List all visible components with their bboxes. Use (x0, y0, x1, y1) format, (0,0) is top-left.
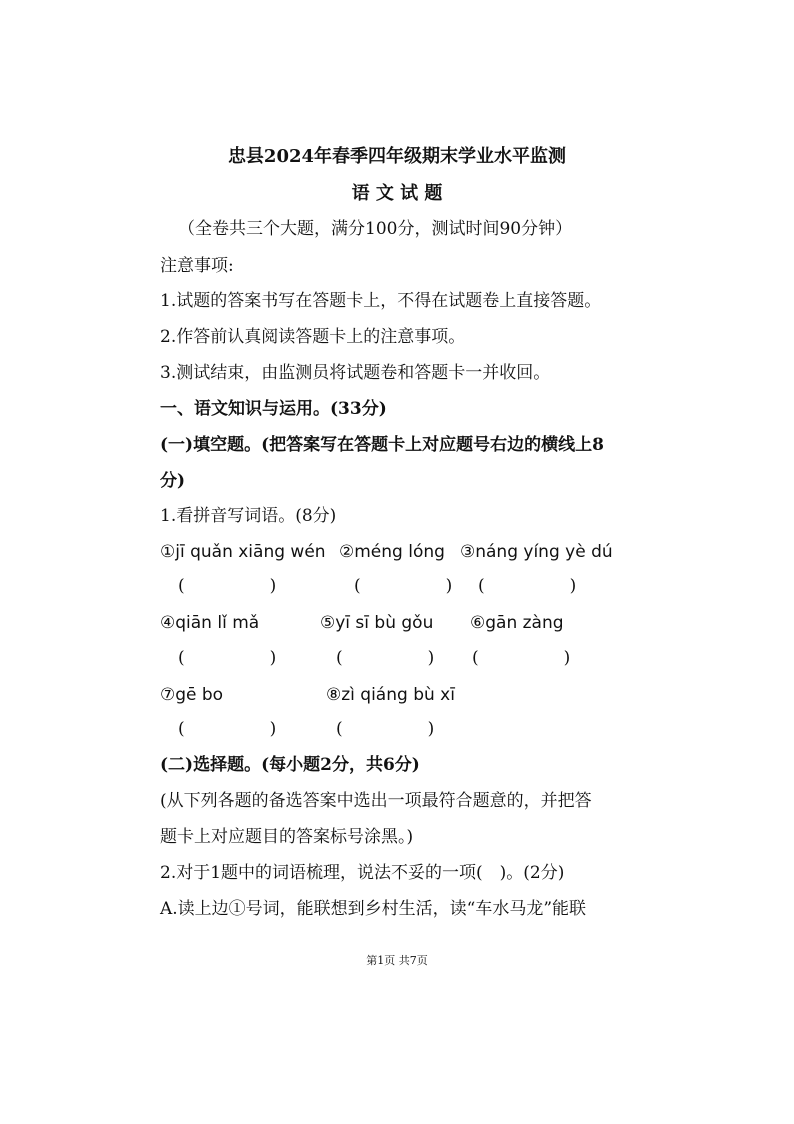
answer-blank-4: ( ) (178, 648, 277, 668)
exam-title: 忠县2024年春季四年级期末学业水平监测 (227, 146, 567, 167)
part2-instruction-line2: 题卡上对应题目的答案标号涂黑。) (160, 827, 414, 847)
notes-heading: 注意事项: (160, 256, 234, 276)
pinyin-item-3: ③náng yíng yè dú (460, 542, 613, 562)
part2-heading: (二)选择题。(每小题2分，共6分) (160, 755, 420, 775)
q1-prompt: 1.看拼音写词语。(8分) (160, 506, 337, 526)
answer-blank-3: ( ) (478, 576, 577, 596)
q2-option-a: A.读上边①号词，能联想到乡村生活，读“车水马龙”能联 (160, 899, 587, 919)
note-item-2: 2.作答前认真阅读答题卡上的注意事项。 (160, 327, 466, 347)
answer-blank-8: ( ) (336, 719, 435, 739)
part1-heading-line1: (一)填空题。(把答案写在答题卡上对应题号右边的横线上8 (160, 435, 604, 455)
note-item-1: 1.试题的答案书写在答题卡上，不得在试题卷上直接答题。 (160, 291, 602, 311)
exam-meta: （全卷共三个大题，满分100分，测试时间90分钟） (178, 219, 573, 239)
answer-blank-5: ( ) (336, 648, 435, 668)
pinyin-item-5: ⑤yī sī bù gǒu (320, 613, 434, 633)
page-number: 第1页 共7页 (366, 954, 428, 967)
note-item-3: 3.测试结束，由监测员将试题卷和答题卡一并收回。 (160, 363, 551, 383)
section1-heading: 一、语文知识与运用。(33分) (160, 399, 387, 419)
pinyin-item-1: ①jī quǎn xiāng wén (160, 542, 326, 562)
pinyin-item-4: ④qiān lǐ mǎ (160, 613, 260, 633)
pinyin-item-2: ②méng lóng (339, 542, 445, 562)
answer-blank-7: ( ) (178, 719, 277, 739)
pinyin-item-8: ⑧zì qiáng bù xī (326, 685, 455, 705)
pinyin-item-7: ⑦gē bo (160, 685, 224, 705)
part1-heading-line2: 分) (160, 471, 186, 491)
exam-subject: 语 文 试 题 (351, 183, 443, 204)
q2-prompt: 2.对于1题中的词语梳理，说法不妥的一项( )。(2分) (160, 863, 565, 883)
part2-instruction-line1: (从下列各题的备选答案中选出一项最符合题意的，并把答 (160, 791, 592, 811)
answer-blank-2: ( ) (354, 576, 453, 596)
answer-blank-6: ( ) (472, 648, 571, 668)
answer-blank-1: ( ) (178, 576, 277, 596)
pinyin-item-6: ⑥gān zàng (470, 613, 564, 633)
